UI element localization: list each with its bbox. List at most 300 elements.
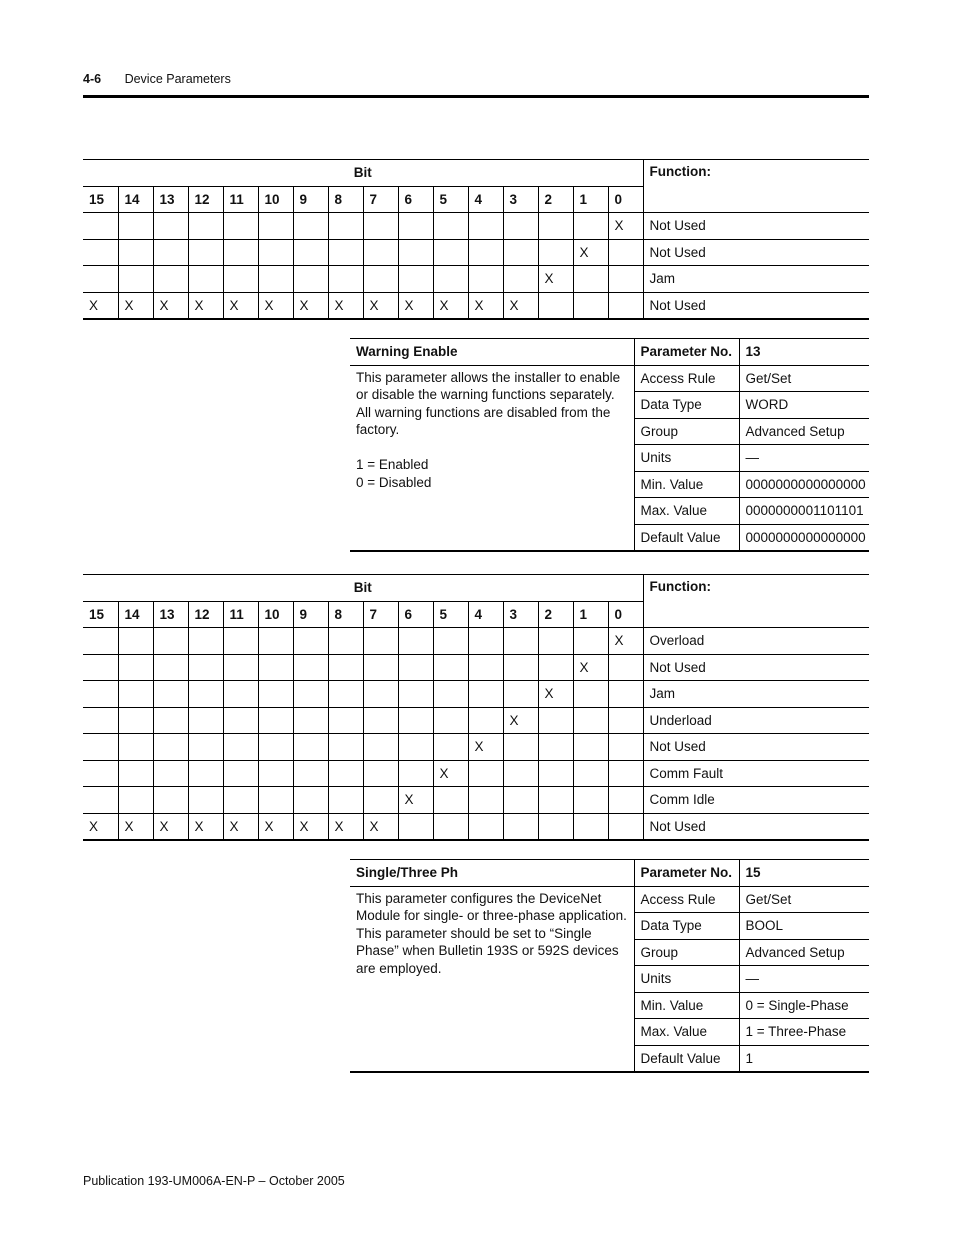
bit-cell — [83, 734, 118, 761]
table-row — [83, 681, 869, 708]
attribute-label: Min. Value — [634, 992, 739, 1019]
bit-cell — [573, 760, 608, 787]
parameter-no: 15 — [739, 860, 869, 887]
bit-cell — [468, 654, 503, 681]
bit-cell — [433, 628, 468, 655]
attribute-label: Data Type — [634, 913, 739, 940]
bit-cell: X — [328, 813, 363, 840]
bit-cell — [118, 266, 153, 293]
function-header: Function: — [643, 160, 869, 213]
bit-cell — [293, 760, 328, 787]
attribute-label: Default Value — [634, 1045, 739, 1072]
attribute-label: Units — [634, 966, 739, 993]
bit-cell — [538, 813, 573, 840]
bit-number: 12 — [188, 601, 223, 628]
bit-header: Bit — [83, 160, 643, 187]
bit-cell — [328, 213, 363, 240]
function-header: Function: — [643, 575, 869, 628]
bit-number: 4 — [468, 601, 503, 628]
parameter-15-table — [350, 859, 869, 1073]
bit-cell — [538, 239, 573, 266]
bit-cell — [153, 213, 188, 240]
attribute-value: Advanced Setup — [739, 939, 869, 966]
bit-cell — [188, 628, 223, 655]
bit-cell — [118, 654, 153, 681]
bit-cell — [538, 734, 573, 761]
bit-number: 10 — [258, 601, 293, 628]
bit-cell — [433, 654, 468, 681]
bit-cell: X — [573, 654, 608, 681]
bit-cell — [503, 787, 538, 814]
bit-cell: X — [468, 292, 503, 319]
bit-number: 4 — [468, 186, 503, 213]
bit-cell — [83, 654, 118, 681]
bit-cell: X — [503, 707, 538, 734]
function-cell: Not Used — [643, 292, 869, 319]
bit-cell — [503, 760, 538, 787]
bit-cell — [188, 239, 223, 266]
bit-cell — [328, 628, 363, 655]
bit-number: 15 — [83, 186, 118, 213]
bit-cell — [468, 681, 503, 708]
bit-cell — [83, 628, 118, 655]
attribute-label: Data Type — [634, 392, 739, 419]
bit-cell — [468, 707, 503, 734]
bit-cell — [118, 787, 153, 814]
description-text: This parameter configures the DeviceNet Module for single- or three-phase application. This parameter should be set to “Single Phase” when Bulletin 193S or 592S devices are employed. — [356, 890, 627, 976]
function-cell: Underload — [643, 707, 869, 734]
bit-cell: X — [258, 813, 293, 840]
bit-cell — [83, 707, 118, 734]
table-row — [83, 292, 869, 319]
bit-cell — [608, 654, 643, 681]
bit-cell — [258, 787, 293, 814]
bit-cell — [503, 681, 538, 708]
parameter-no-label: Parameter No. — [634, 860, 739, 887]
bit-number: 14 — [118, 186, 153, 213]
bit-number: 9 — [293, 601, 328, 628]
table-row — [83, 813, 869, 840]
bit-cell — [573, 628, 608, 655]
attribute-label: Group — [634, 939, 739, 966]
bit-cell — [328, 681, 363, 708]
bit-cell — [223, 681, 258, 708]
bit-cell — [398, 681, 433, 708]
bit-cell: X — [153, 813, 188, 840]
table-row — [350, 886, 869, 913]
bit-number: 5 — [433, 601, 468, 628]
bit-cell — [258, 707, 293, 734]
bit-cell — [83, 681, 118, 708]
bit-cell — [503, 266, 538, 293]
bit-cell — [83, 213, 118, 240]
bit-cell: X — [398, 787, 433, 814]
bit-table-1 — [83, 159, 869, 320]
bit-cell — [573, 292, 608, 319]
bit-cell — [83, 239, 118, 266]
attribute-value: 0000000001101101 — [739, 498, 869, 525]
bit-cell — [433, 787, 468, 814]
bit-number: 6 — [398, 601, 433, 628]
bit-cell: X — [363, 292, 398, 319]
bit-number: 6 — [398, 186, 433, 213]
parameter-13-table — [350, 338, 869, 552]
bit-cell — [398, 654, 433, 681]
attribute-value: 0 = Single-Phase — [739, 992, 869, 1019]
bit-cell — [433, 213, 468, 240]
attribute-value: Get/Set — [739, 886, 869, 913]
bit-cell — [573, 213, 608, 240]
bit-number: 14 — [118, 601, 153, 628]
bit-cell: X — [118, 292, 153, 319]
bit-number: 13 — [153, 186, 188, 213]
bit-cell: X — [293, 292, 328, 319]
bit-header: Bit — [83, 575, 643, 602]
bit-number: 1 — [573, 186, 608, 213]
function-cell: Comm Idle — [643, 787, 869, 814]
bit-cell: X — [503, 292, 538, 319]
bit-cell — [608, 681, 643, 708]
bit-cell — [293, 734, 328, 761]
bit-cell — [538, 787, 573, 814]
bit-cell — [153, 734, 188, 761]
bit-cell — [433, 239, 468, 266]
bit-cell — [258, 734, 293, 761]
bit-cell — [293, 787, 328, 814]
table-row — [83, 707, 869, 734]
attribute-value: BOOL — [739, 913, 869, 940]
bit-cell — [503, 734, 538, 761]
attribute-label: Max. Value — [634, 498, 739, 525]
bit-cell — [433, 813, 468, 840]
bit-cell: X — [293, 813, 328, 840]
bit-cell: X — [118, 813, 153, 840]
description-note: 1 = Enabled — [356, 457, 429, 472]
bit-cell — [608, 787, 643, 814]
bit-cell — [538, 213, 573, 240]
table-row — [83, 734, 869, 761]
table-row — [83, 239, 869, 266]
bit-cell — [398, 734, 433, 761]
parameter-description — [350, 365, 634, 551]
bit-cell — [188, 681, 223, 708]
table-row — [83, 628, 869, 655]
bit-cell — [188, 760, 223, 787]
table-row — [83, 760, 869, 787]
bit-cell — [608, 292, 643, 319]
table-row — [350, 365, 869, 392]
function-cell: Not Used — [643, 239, 869, 266]
bit-number: 3 — [503, 601, 538, 628]
bit-cell — [328, 266, 363, 293]
attribute-label: Access Rule — [634, 886, 739, 913]
bit-cell — [573, 266, 608, 293]
bit-cell: X — [433, 292, 468, 319]
bit-cell — [398, 213, 433, 240]
attribute-label: Min. Value — [634, 471, 739, 498]
bit-cell — [258, 213, 293, 240]
bit-cell — [433, 707, 468, 734]
bit-cell — [188, 213, 223, 240]
table-row — [83, 266, 869, 293]
bit-cell — [153, 681, 188, 708]
bit-cell — [503, 239, 538, 266]
page-number: 4-6 — [83, 72, 102, 86]
bit-cell — [433, 734, 468, 761]
bit-cell — [398, 707, 433, 734]
bit-number: 10 — [258, 186, 293, 213]
bit-cell — [223, 654, 258, 681]
bit-cell — [223, 787, 258, 814]
bit-cell — [363, 239, 398, 266]
bit-cell — [608, 734, 643, 761]
bit-cell — [258, 628, 293, 655]
bit-number: 2 — [538, 601, 573, 628]
bit-cell — [363, 787, 398, 814]
bit-cell — [223, 266, 258, 293]
bit-cell — [503, 213, 538, 240]
bit-cell — [188, 654, 223, 681]
bit-cell — [573, 707, 608, 734]
bit-cell — [223, 239, 258, 266]
bit-cell — [573, 813, 608, 840]
bit-cell — [153, 266, 188, 293]
bit-cell — [328, 654, 363, 681]
bit-cell — [118, 213, 153, 240]
bit-cell — [258, 681, 293, 708]
bit-cell — [118, 734, 153, 761]
attribute-value: — — [739, 966, 869, 993]
bit-cell: X — [83, 813, 118, 840]
bit-cell: X — [608, 213, 643, 240]
bit-number: 11 — [223, 601, 258, 628]
bit-number: 8 — [328, 601, 363, 628]
bit-cell — [503, 628, 538, 655]
bit-cell — [83, 787, 118, 814]
bit-number: 0 — [608, 601, 643, 628]
bit-number: 7 — [363, 601, 398, 628]
attribute-value: Advanced Setup — [739, 418, 869, 445]
bit-cell — [293, 681, 328, 708]
attribute-label: Group — [634, 418, 739, 445]
bit-cell: X — [83, 292, 118, 319]
bit-cell — [223, 628, 258, 655]
function-cell: Overload — [643, 628, 869, 655]
bit-number: 5 — [433, 186, 468, 213]
bit-cell — [468, 239, 503, 266]
parameter-name: Single/Three Ph — [350, 860, 634, 887]
bit-cell — [468, 266, 503, 293]
bit-cell — [538, 654, 573, 681]
function-cell: Jam — [643, 266, 869, 293]
bit-cell — [608, 239, 643, 266]
bit-cell — [223, 707, 258, 734]
bit-cell — [538, 628, 573, 655]
bit-cell — [258, 239, 293, 266]
bit-cell: X — [573, 239, 608, 266]
bit-cell — [223, 734, 258, 761]
bit-cell — [153, 707, 188, 734]
bit-cell — [608, 760, 643, 787]
bit-cell — [258, 266, 293, 293]
bit-cell — [363, 266, 398, 293]
bit-cell — [398, 628, 433, 655]
bit-cell — [398, 266, 433, 293]
bit-number: 13 — [153, 601, 188, 628]
bit-cell — [328, 787, 363, 814]
bit-cell: X — [608, 628, 643, 655]
bit-cell — [363, 213, 398, 240]
bit-number: 8 — [328, 186, 363, 213]
bit-cell — [573, 681, 608, 708]
bit-cell — [468, 787, 503, 814]
bit-cell — [468, 813, 503, 840]
publication-footer: Publication 193-UM006A-EN-P – October 2005 — [83, 1174, 345, 1188]
bit-cell — [258, 760, 293, 787]
function-cell: Jam — [643, 681, 869, 708]
bit-cell — [328, 760, 363, 787]
bit-cell — [363, 734, 398, 761]
parameter-no-label: Parameter No. — [634, 339, 739, 366]
bit-cell: X — [258, 292, 293, 319]
attribute-label: Default Value — [634, 524, 739, 551]
bit-cell — [538, 760, 573, 787]
bit-cell — [363, 760, 398, 787]
bit-cell: X — [188, 292, 223, 319]
attribute-value: 1 — [739, 1045, 869, 1072]
attribute-value: WORD — [739, 392, 869, 419]
bit-cell — [503, 654, 538, 681]
bit-number: 3 — [503, 186, 538, 213]
bit-cell — [153, 239, 188, 266]
bit-cell — [118, 707, 153, 734]
bit-cell — [188, 787, 223, 814]
bit-cell: X — [223, 292, 258, 319]
section-title: Device Parameters — [124, 72, 231, 86]
bit-cell — [293, 239, 328, 266]
function-cell: Not Used — [643, 813, 869, 840]
bit-cell: X — [398, 292, 433, 319]
bit-cell — [328, 707, 363, 734]
attribute-label: Units — [634, 445, 739, 472]
bit-cell — [468, 628, 503, 655]
attribute-value: Get/Set — [739, 365, 869, 392]
bit-cell — [223, 760, 258, 787]
table-row — [83, 654, 869, 681]
bit-cell — [608, 813, 643, 840]
bit-cell — [608, 707, 643, 734]
bit-cell — [258, 654, 293, 681]
bit-cell — [433, 681, 468, 708]
bit-cell — [608, 266, 643, 293]
bit-cell — [223, 213, 258, 240]
function-cell: Not Used — [643, 213, 869, 240]
bit-cell — [153, 787, 188, 814]
bit-number: 2 — [538, 186, 573, 213]
bit-cell — [118, 628, 153, 655]
table-row — [83, 787, 869, 814]
description-note: 0 = Disabled — [356, 474, 432, 490]
bit-cell — [188, 734, 223, 761]
bit-cell — [538, 707, 573, 734]
bit-number: 7 — [363, 186, 398, 213]
bit-cell — [293, 707, 328, 734]
function-cell: Not Used — [643, 654, 869, 681]
function-cell: Comm Fault — [643, 760, 869, 787]
bit-number: 15 — [83, 601, 118, 628]
bit-cell — [328, 239, 363, 266]
attribute-label: Access Rule — [634, 365, 739, 392]
bit-number: 0 — [608, 186, 643, 213]
bit-cell — [153, 760, 188, 787]
parameter-no: 13 — [739, 339, 869, 366]
page-header — [83, 72, 231, 86]
bit-cell: X — [188, 813, 223, 840]
header-rule — [83, 95, 869, 98]
bit-number: 1 — [573, 601, 608, 628]
bit-cell — [503, 813, 538, 840]
bit-cell — [573, 787, 608, 814]
bit-cell: X — [153, 292, 188, 319]
bit-cell: X — [363, 813, 398, 840]
bit-cell — [293, 628, 328, 655]
bit-cell — [293, 266, 328, 293]
bit-cell: X — [538, 681, 573, 708]
bit-cell — [118, 239, 153, 266]
bit-table-2 — [83, 574, 869, 841]
bit-cell: X — [223, 813, 258, 840]
bit-cell — [83, 266, 118, 293]
bit-number: 9 — [293, 186, 328, 213]
bit-number: 12 — [188, 186, 223, 213]
bit-cell: X — [433, 760, 468, 787]
bit-cell — [83, 760, 118, 787]
bit-cell — [153, 628, 188, 655]
bit-cell — [118, 760, 153, 787]
bit-cell — [398, 813, 433, 840]
bit-cell: X — [328, 292, 363, 319]
bit-cell: X — [538, 266, 573, 293]
bit-cell — [188, 266, 223, 293]
bit-cell — [363, 681, 398, 708]
parameter-name: Warning Enable — [350, 339, 634, 366]
bit-cell — [538, 292, 573, 319]
bit-cell — [153, 654, 188, 681]
bit-cell — [363, 707, 398, 734]
bit-cell — [573, 734, 608, 761]
bit-cell — [118, 681, 153, 708]
bit-cell: X — [468, 734, 503, 761]
bit-cell — [433, 266, 468, 293]
bit-cell — [398, 239, 433, 266]
bit-cell — [468, 213, 503, 240]
attribute-value: 1 = Three-Phase — [739, 1019, 869, 1046]
bit-cell — [468, 760, 503, 787]
attribute-label: Max. Value — [634, 1019, 739, 1046]
attribute-value: 0000000000000000 — [739, 524, 869, 551]
bit-number: 11 — [223, 186, 258, 213]
bit-cell — [188, 707, 223, 734]
attribute-value: — — [739, 445, 869, 472]
parameter-description — [350, 886, 634, 1072]
table-row — [83, 213, 869, 240]
function-cell: Not Used — [643, 734, 869, 761]
bit-cell — [293, 213, 328, 240]
description-text: This parameter allows the installer to enable or disable the warning functions separately. All warning functions are disabled from the factory. — [356, 369, 621, 437]
bit-cell — [363, 628, 398, 655]
bit-cell — [363, 654, 398, 681]
bit-cell — [328, 734, 363, 761]
